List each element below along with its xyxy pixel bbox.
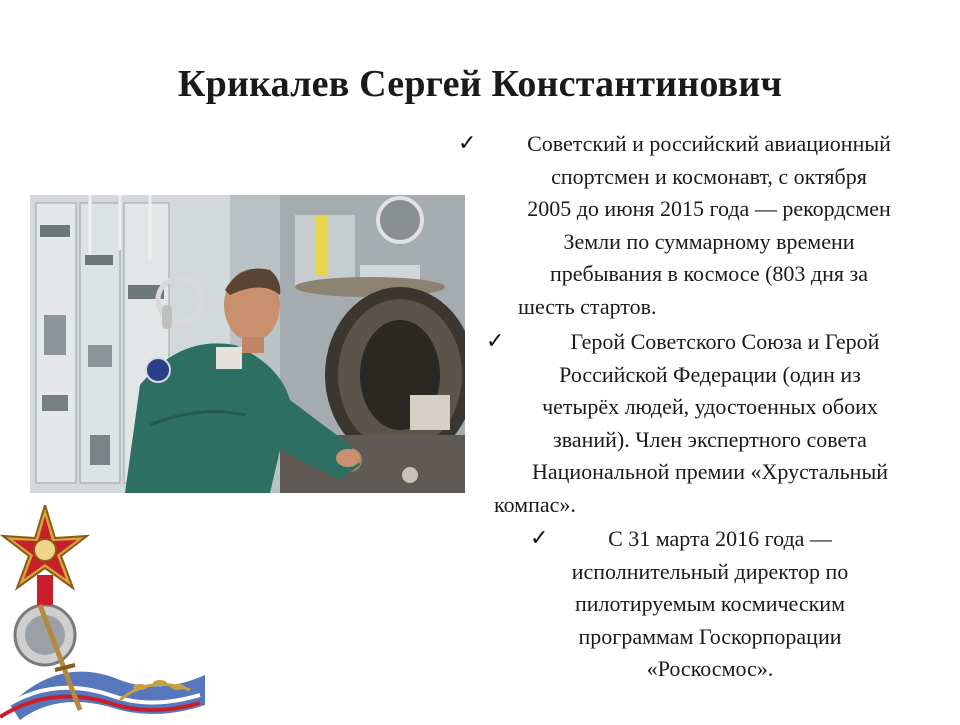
bullet-line: С 31 марта 2016 года — xyxy=(608,526,832,551)
bullet-line: Герой Советского Союза и Герой xyxy=(570,329,880,354)
bullet-line: «Роскосмос». xyxy=(646,656,774,681)
bullet-item xyxy=(520,523,900,686)
bullet-line: исполнительный директор по xyxy=(571,558,849,584)
bullet-line: программам Госкорпорации xyxy=(578,623,842,649)
checkmark-icon: ✓ xyxy=(458,131,477,156)
bullet-line: компас». xyxy=(494,491,576,517)
bullet-line: Земли по суммарному времени xyxy=(563,228,855,254)
bullet-line: шесть стартов. xyxy=(518,293,657,319)
checkmark-icon: ✓ xyxy=(486,329,505,354)
bullet-line: Советский и российский авиационный xyxy=(527,131,891,156)
bullet-line: спортсмен и космонавт, с октября xyxy=(551,163,867,189)
checkmark-icon: ✓ xyxy=(530,526,549,551)
slide-title: Крикалев Сергей Константинович xyxy=(177,63,783,105)
bullet-line: званий). Член экспертного совета xyxy=(553,426,867,452)
bullet-item xyxy=(458,128,940,323)
bullet-line: Российской Федерации (один из xyxy=(559,361,861,387)
order-medal-decoration xyxy=(0,505,210,720)
bullet-line: четырёх людей, удостоенных обоих xyxy=(542,394,878,419)
bullet-item xyxy=(480,326,940,521)
bullet-line: пилотируемым космическим xyxy=(574,591,846,616)
bullet-line: Национальной премии «Хрустальный xyxy=(531,459,889,484)
bullet-line: пребывания в космосе (803 дня за xyxy=(550,261,868,286)
bullet-line: 2005 до июня 2015 года — рекордсмен xyxy=(527,196,891,221)
